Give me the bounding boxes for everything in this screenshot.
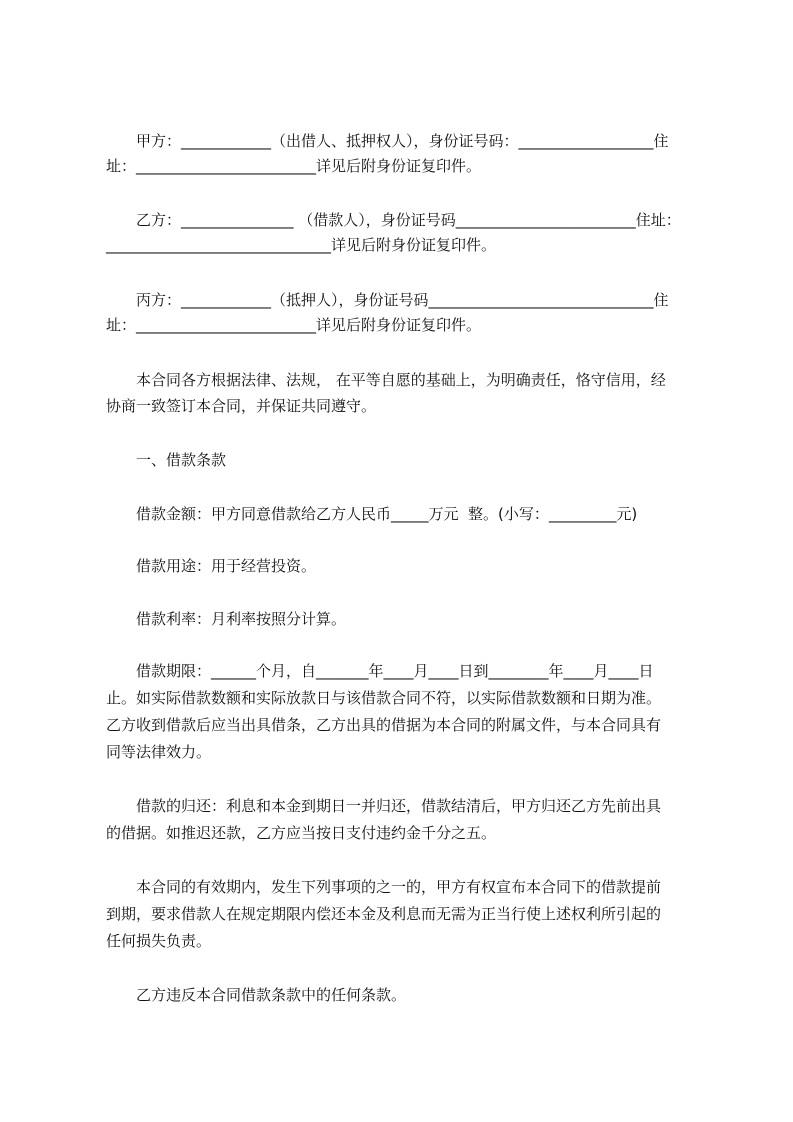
party-a-line-1: 甲方：____________（出借人、抵押权人），身份证号码：__________________住: [136, 132, 669, 150]
party-b-line-1: 乙方：_______________ （借款人），身份证号码________________________住址：: [136, 211, 681, 229]
preamble-line-1: 本合同各方根据法律、法规， 在平等自愿的基础上，为明确责任，恪守信用，经: [136, 371, 666, 389]
party-b-line-2: ______________________________详见后附身份证复印件。: [106, 236, 497, 254]
acceleration-line-2: 到期，要求借款人在规定期限内偿还本金及利息而无需为正当行使上述权利所引起的: [106, 905, 662, 923]
party-c-line-2: 址：________________________详见后附身份证复印件。: [106, 316, 482, 334]
loan-purpose-clause: 借款用途：用于经营投资。: [136, 557, 317, 575]
party-c-line-1: 丙方：____________（抵押人），身份证号码______________________________住: [136, 291, 669, 309]
loan-term-line-1: 借款期限：______个月，自_______年____月____日到________年____月____日: [136, 662, 654, 680]
section-heading: 一、借款条款: [136, 451, 227, 469]
loan-interest-clause: 借款利率：月利率按照分计算。: [136, 610, 347, 628]
acceleration-line-1: 本合同的有效期内，发生下列事项的之一的，甲方有权宣布本合同下的借款提前: [136, 878, 662, 896]
acceleration-line-3: 任何损失负责。: [106, 932, 212, 950]
repayment-line-1: 借款的归还：利息和本金到期日一并归还，借款结清后，甲方归还乙方先前出具: [136, 797, 662, 815]
preamble-line-2: 协商一致签订本合同，并保证共同遵守。: [106, 397, 377, 415]
loan-term-line-3: 乙方收到借款后应当出具借条，乙方出具的借据为本合同的附属文件，与本合同具有: [106, 716, 662, 734]
loan-term-line-2: 止。如实际借款数额和实际放款日与该借款合同不符，以实际借款数额和日期为准。: [106, 689, 662, 707]
loan-amount-clause: 借款金额：甲方同意借款给乙方人民币_____万元 整。(小写：_________元): [136, 505, 638, 523]
party-a-line-2: 址：________________________详见后附身份证复印件。: [106, 157, 482, 175]
repayment-line-2: 的借据。如推迟还款，乙方应当按日支付违约金千分之五。: [106, 824, 497, 842]
loan-term-line-4: 同等法律效力。: [106, 743, 212, 761]
breach-item: 乙方违反本合同借款条款中的任何条款。: [136, 986, 407, 1004]
